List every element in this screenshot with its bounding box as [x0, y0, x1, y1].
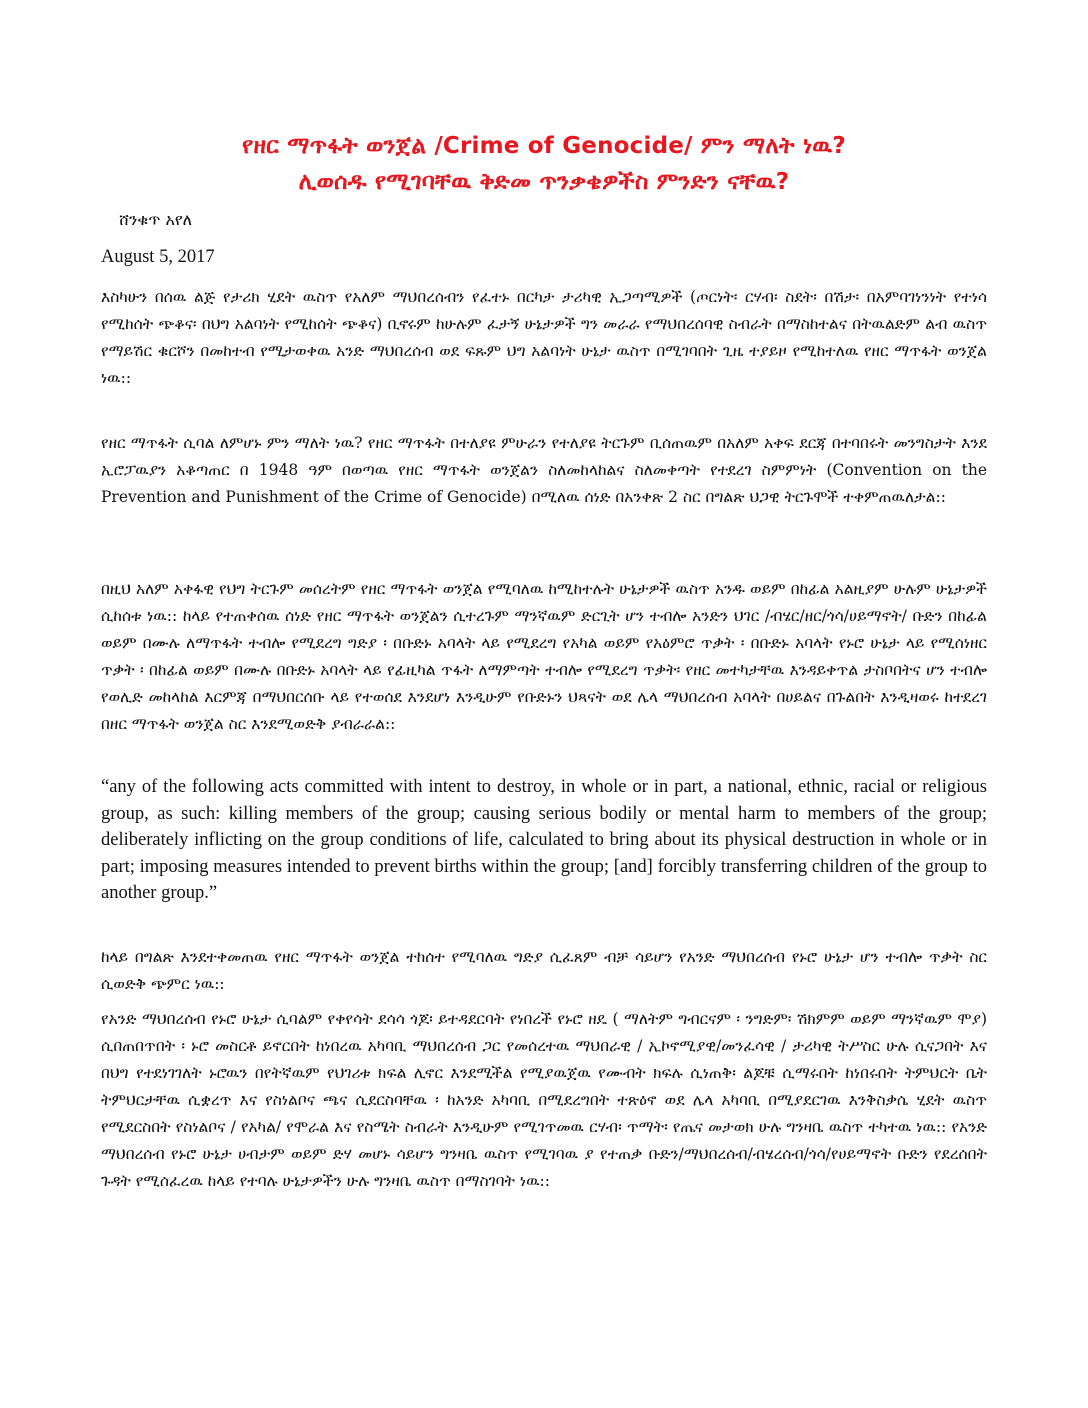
paragraph-introduction: እስካሁን በሰዉ ልጅ የታሪክ ሂደት ዉስጥ የአለም ማህበረሰብን የፈተኑ በርካታ ታሪካዊ ኢጋጣሚዎች (ጦርነት፡ ርሃብ፡ ስደት፡ በሽታ፡ በአምባገነንነት የተነሳ የሚከሰት ጭቆና፡ በህግ አልባነት የሚከሰት ጭቆና) ቢኖሩም ከሁሉም ፈታኝ ሁኔታዎች ግን መራራ የማህበረሰባዊ ስብራት በማስከተልና በትዉልድም ልብ ዉስጥ የማይሽር ቁርሾን በመከተብ የሚታወቀዉ አንድ ማህበረሰብ ወደ ፍጹም ህግ አልባነት ሁኔታ ዉስጥ በሚገባበት ጊዜ ተያይዞ የሚከተለዉ የዘር ማጥፋት ወንጀል ነዉ::: [101, 288, 987, 387]
document-title-line-1: የዘር ማጥፋት ወንጀል /Crime of Genocide/ ምን ማለት ነዉ?: [242, 133, 846, 159]
author-name: ሸንቁጥ አየለ: [119, 210, 193, 229]
paragraph-summary: ከላይ በግልጽ እንደተቀመጠዉ የዘር ማጥፋት ወንጀል ተከሰተ የሚባለዉ ግድያ ሲፈጸም ብቻ ሳይሆን የአንድ ማህበረሰብ የኑሮ ሁኔታ ሆን ተብሎ ጥቃት ስር ሲወድቅ ጭምር ነዉ::: [101, 948, 987, 993]
publication-date: August 5, 2017: [101, 247, 215, 267]
paragraph-living-conditions: የአንድ ማህበረሰብ የኑሮ ሁኔታ ሲባልም የቀየሳት ደሳሳ ጎጆ፡ ይተዳደርባት የነበረች የኑሮ ዘዴ ( ማለትም ግብርናም ፡ ንግድም፡ ሽክምም ወይም ማንኛዉም ሞያ) ሲበጠበጥበት ፡ ኑሮ መስርቶ ይኖርበት ከነበረዉ አካባቢ ማህበረሰብ ጋር የመሰረተዉ ማህበራዊ / ኢኮኖሚያዊ/መንፈሳዊ / ታሪካዊ ትሥስር ሁሉ ሲናጋበት እና በህግ የተደነገገለት ኑሮዉን በየትኛዉም የህገሪቱ ክፍል ሊኖር እንደሚችል የሚያዉጀዉ የሙብት ክፍሉ ሲነጠቅ፡ ልጆቹ ሲማሩበት ከነበሩበት ትምህርት ቤት ትምህርታቸዉ ሲቋረጥ እና የስነልቦና ጫና ሲደርስባቸዉ ፡ ከአንድ አካባቢ በሚደረግበት ተጽዕኖ ወደ ሌላ አካባቢ በሚያደርገዉ እንቅስቃሴ ሂደት ዉስጥ የሚደርስበት የስነልቦና / የአካል/ የሞራል እና የስሜት ስብራት እንዲሁም የሚገጥመዉ ርሃብ፡ ጥማት፡ የጤና መታወክ ሁሉ ግንዛቤ ዉስጥ ተካተዉ ነዉ:: የአንድ ማህበረሰብ የኑሮ ሁኔታ ሀብታም ወይም ድሃ መሆኑ ሳይሆን ግንዛቤ ዉስጥ የሚገባዉ ያ የተጠቃ ቡድን/ማህበረሰብ/ብሄረሰብ/ጎሳ/የሀይማኖት ቡድን የደረሰበት ጉዳት የሚሰፈረዉ ከላይ የተባሉ ሁኔታዎችን ሁሉ ግንዛቤ ዉስጥ በማስገባት ነዉ::: [101, 1010, 987, 1190]
paragraph-definition: የዘር ማጥፋት ሲባል ለምሆኑ ምን ማለት ነዉ? የዘር ማጥፋት በተለያዩ ምሁራን የተለያዩ ትርጉም ቢሰጠዉም በአለም አቀፍ ደርጃ በተባበሩት መንግስታት እንደ ኢሮፓዉያን አቆጣጠር በ 1948 ዓም በወጣዉ የዘር ማጥፋት ወንጀልን ስለመከላከልና ስለመቀጣት የተደረገ ስምምነት (Convention on the Prevention and Punishment of the Crime of Genocide) በሚለዉ ሰነድ በአንቀጽ 2 ስር በግልጽ ህጋዊ ትርጉሞች ተቀምጠዉለታል::: [101, 434, 987, 506]
paragraph-legal-interpretation: በዚህ አለም አቀፋዊ የህግ ትርጉም መሰረትም የዘር ማጥፋት ወንጀል የሚባለዉ ከሚከተሉት ሁኔታዎች ዉስጥ አንዱ ወይም በከፊል አልዚያም ሁሉም ሁኔታዎች ሲከሰቱ ነዉ:: ከላይ የተጠቀሰዉ ሰነድ የዘር ማጥፋት ወንጀልን ሲተረጉም ማንኛዉም ድርጊት ሆን ተብሎ አንድን ህገር /ብሄር/ዘር/ጎሳ/ሀይማኖት/ ቡድን በከፊል ወይም በሙሉ ለማጥፋት ተብሎ የሚደረግ ግድያ ፡ በቡድኑ አባላት ላይ የሚደረግ የአካል ወይም የአዕምሮ ጥቃት ፡ በቡድኑ አባላት የኑሮ ሁኔታ ላይ የሚሰነዘር ጥቃት ፡ በከፊል ወይም በሙሉ በቡድኑ አባላት ላይ የፊዚካል ጥፋት ለማምጣት ተብሎ የሚደረግ ጥቃት፡ የዘር መተካታቸዉ እንዳይቀጥል ታስቦበትና ሆን ተብሎ የወሊድ መከላከል እርምጃ በማህበርሰቡ ላይ የተወሰደ እንደሆነ እንዲሁም የቡድኑን ህጻናት ወደ ሌላ ማህበረሰብ አባላት በሀይልና በጉልበት እንዲዛወሩ ከተደረገ በዘር ማጥፋት ወንጀል ስር እንደሚወድቅ ያብራራል::: [101, 580, 987, 733]
paragraph-convention-quote: “any of the following acts committed with intent to destroy, in whole or in part, a national, ethnic, racial or religious group, as such: killing members of the group; causing serious bodily or mental harm to members of the group; deliberately inflicting on the group conditions of life, calculated to bring about its physical destruction in whole or in part; imposing measures intended to prevent births within the group; [and] forcibly transferring children of the group to another group.”: [101, 777, 987, 903]
document-title-line-2: ሊወሰዱ የሚገባቸዉ ቅድመ ጥንቃቄዎችስ ምንድን ናቸዉ?: [298, 169, 790, 195]
